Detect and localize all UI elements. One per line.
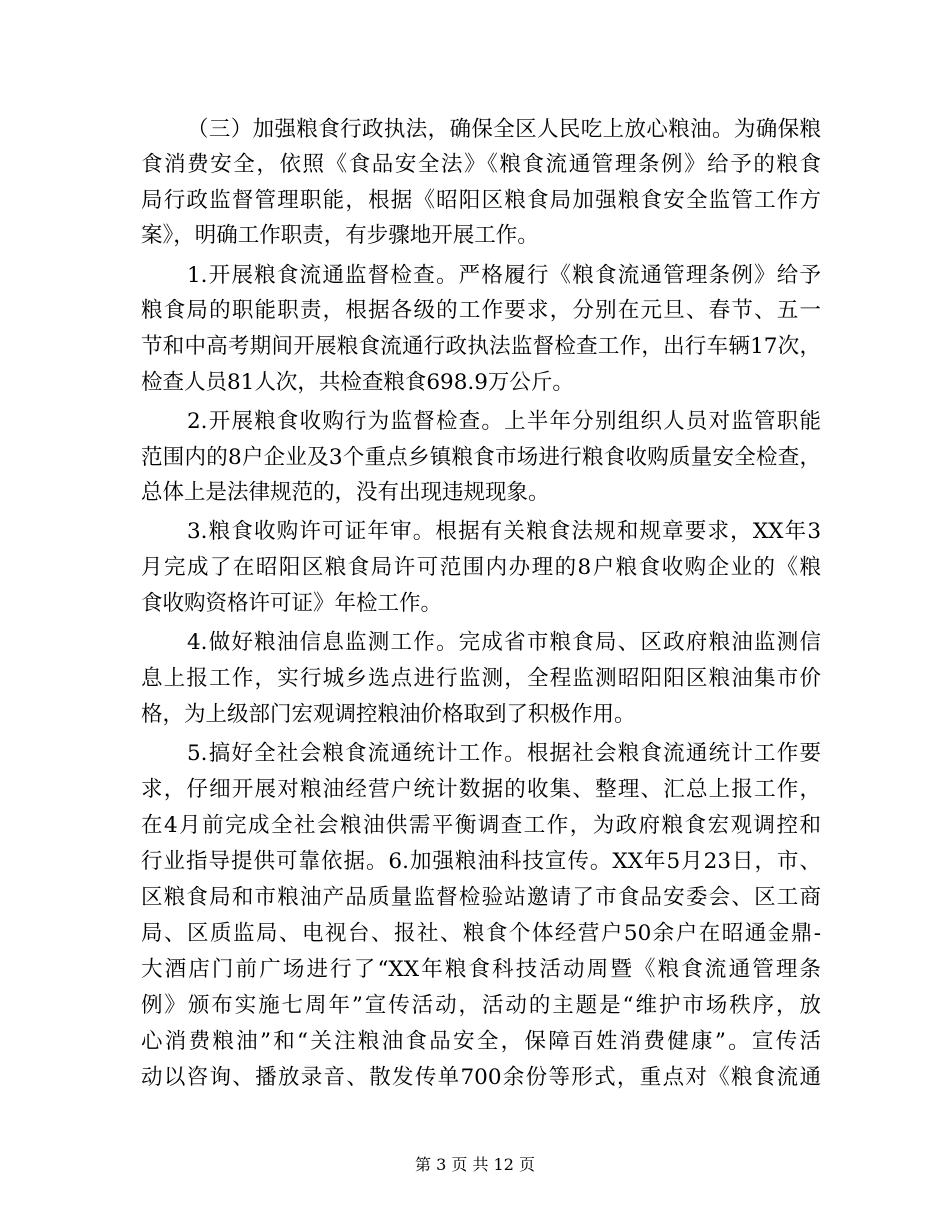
paragraph-line: 检查人员81人次，共检查粮食698.9万公斤。 <box>141 370 574 395</box>
paragraph-line: 节和中高考期间开展粮食流通行政执法监督检查工作，出行车辆17次， <box>141 334 821 359</box>
paragraph-line: 食收购资格许可证》年检工作。 <box>141 591 443 616</box>
paragraph-line: 格，为上级部门宏观调控粮油价格取到了积极作用。 <box>141 702 636 727</box>
paragraph-line: 在4月前完成全社会粮油供需平衡调查工作，为政府粮食宏观调控和 <box>141 813 821 838</box>
paragraph-line: 范围内的8户企业及3个重点乡镇粮食市场进行粮食收购质量安全检查， <box>141 445 821 470</box>
paragraph-line: 例》颁布实施七周年”宣传活动，活动的主题是“维护市场秩序，放 <box>141 993 821 1018</box>
paragraph-line: 局、区质监局、电视台、报社、粮食个体经营户50余户在昭通金鼎- <box>141 921 821 946</box>
paragraph-line: （三）加强粮食行政执法，确保全区人民吃上放心粮油。为确保粮 <box>187 117 821 142</box>
paragraph-line: 大酒店门前广场进行了“XX年粮食科技活动周暨《粮食流通管理条 <box>141 957 821 982</box>
paragraph-line: 局行政监督管理职能，根据《昭阳区粮食局加强粮食安全监管工作方 <box>141 188 821 213</box>
paragraph-line: 息上报工作，实行城乡选点进行监测，全程监测昭阳阳区粮油集市价 <box>141 666 821 691</box>
paragraph-line: 月完成了在昭阳区粮食局许可范围内办理的8户粮食收购企业的《粮 <box>141 555 821 580</box>
paragraph-line: 动以咨询、播放录音、散发传单700余份等形式，重点对《粮食流通 <box>141 1065 821 1090</box>
paragraph-line: 粮食局的职能职责，根据各级的工作要求，分别在元旦、春节、五一 <box>141 298 821 323</box>
paragraph-line: 食消费安全，依照《食品安全法》《粮食流通管理条例》给予的粮食 <box>141 152 821 177</box>
paragraph-line: 1.开展粮食流通监督检查。严格履行《粮食流通管理条例》给予 <box>187 263 821 288</box>
paragraph-line: 5.搞好全社会粮食流通统计工作。根据社会粮食流通统计工作要 <box>187 741 821 766</box>
paragraph-line: 心消费粮油”和“关注粮油食品安全，保障百姓消费健康”。宣传活 <box>141 1029 821 1054</box>
page-number-footer: 第 3 页 共 12 页 <box>415 1155 535 1174</box>
paragraph-line: 2.开展粮食收购行为监督检查。上半年分别组织人员对监管职能 <box>187 409 821 434</box>
paragraph-line: 区粮食局和市粮油产品质量监督检验站邀请了市食品安委会、区工商 <box>141 885 821 910</box>
paragraph-line: 求，仔细开展对粮油经营户统计数据的收集、整理、汇总上报工作， <box>141 777 821 802</box>
paragraph-line: 案》，明确工作职责，有步骤地开展工作。 <box>141 223 539 248</box>
paragraph-line: 4.做好粮油信息监测工作。完成省市粮食局、区政府粮油监测信 <box>187 630 821 655</box>
paragraph-line: 3.粮食收购许可证年审。根据有关粮食法规和规章要求，XX年3 <box>187 519 821 544</box>
paragraph-line: 行业指导提供可靠依据。6.加强粮油科技宣传。XX年5月23日，市、 <box>141 849 821 874</box>
paragraph-line: 总体上是法律规范的，没有出现违规现象。 <box>141 480 550 505</box>
